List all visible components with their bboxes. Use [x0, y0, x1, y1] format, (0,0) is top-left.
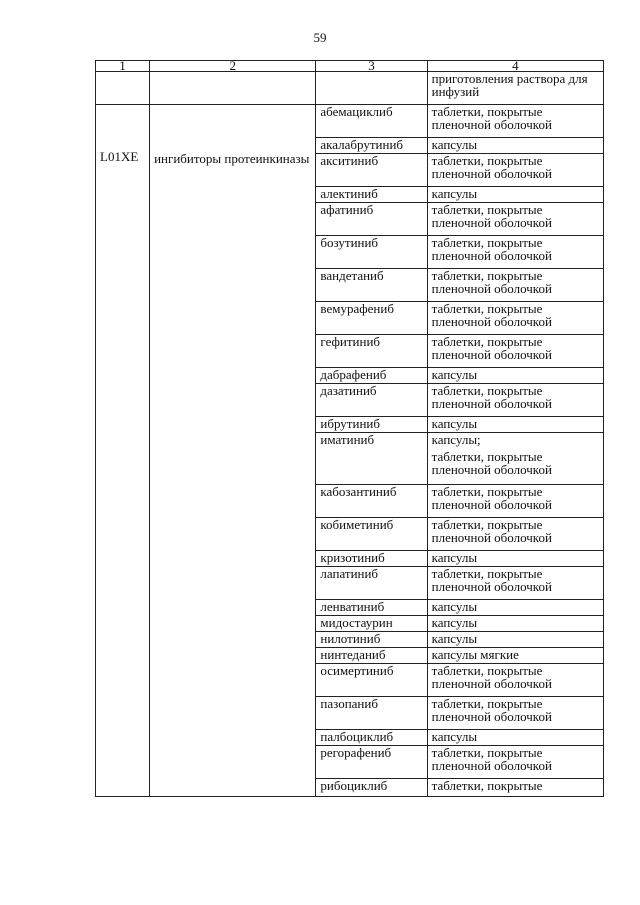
dosage-form: таблетки, покрытые пленочной оболочкой — [431, 268, 552, 296]
dosage-forms — [427, 746, 603, 779]
dosage-forms — [427, 600, 603, 616]
drug-name: дазатиниб — [316, 384, 427, 417]
dosage-form: таблетки, покрытые пленочной оболочкой — [431, 517, 552, 545]
column-number-4: 4 — [427, 61, 603, 72]
atc-code: L01XE — [96, 105, 150, 797]
dosage-form: капсулы — [431, 186, 478, 201]
dosage-forms — [427, 730, 603, 746]
drug-name: нилотиниб — [316, 632, 427, 648]
group-name: ингибиторы протеинкиназы — [150, 105, 316, 797]
dosage-form: таблетки, покрытые — [431, 778, 543, 793]
dosage-form: капсулы — [431, 416, 478, 431]
dosage-form: капсулы — [431, 631, 478, 646]
dosage-forms — [427, 616, 603, 632]
dosage-forms — [427, 697, 603, 730]
drug-name: пазопаниб — [316, 697, 427, 730]
page-number: 59 — [313, 30, 327, 45]
drug-name: вандетаниб — [316, 269, 427, 302]
dosage-form: капсулы — [431, 599, 478, 614]
dosage-forms — [427, 417, 603, 433]
drug-name: ибрутиниб — [316, 417, 427, 433]
drug-name: кризотиниб — [316, 551, 427, 567]
dosage-form: таблетки, покрытые пленочной оболочкой — [431, 745, 552, 773]
dosage-form: таблетки, покрытые пленочной оболочкой — [431, 566, 552, 594]
column-number-1: 1 — [96, 61, 150, 72]
table-row — [96, 105, 604, 138]
dosage-forms — [427, 551, 603, 567]
dosage-form: таблетки, покрытые пленочной оболочкой — [431, 484, 552, 512]
dosage-form: таблетки, покрытые пленочной оболочкой — [431, 202, 552, 230]
dosage-forms — [427, 779, 603, 797]
drug-name: афатиниб — [316, 203, 427, 236]
dosage-forms — [427, 302, 603, 335]
dosage-form: капсулы — [431, 550, 478, 565]
dosage-forms — [427, 368, 603, 384]
drug-name: регорафениб — [316, 746, 427, 779]
drug-name: нинтеданиб — [316, 648, 427, 664]
dosage-form: капсулы мягкие — [431, 647, 519, 662]
dosage-forms — [427, 105, 603, 138]
continuation-form: приготовления раствора для инфузий — [427, 72, 603, 105]
drug-name: акситиниб — [316, 154, 427, 187]
dosage-form: капсулы; — [431, 432, 481, 447]
continuation-row — [96, 72, 604, 105]
drug-name: акалабрутиниб — [316, 138, 427, 154]
dosage-form: таблетки, покрытые пленочной оболочкой — [431, 696, 552, 724]
dosage-forms — [427, 518, 603, 551]
drug-name: вемурафениб — [316, 302, 427, 335]
column-number-row — [96, 61, 604, 72]
dosage-form: капсулы — [431, 137, 478, 152]
column-number-2: 2 — [150, 61, 316, 72]
dosage-forms — [427, 335, 603, 368]
drug-name: бозутиниб — [316, 236, 427, 269]
drug-name: кобиметиниб — [316, 518, 427, 551]
column-number-3: 3 — [316, 61, 427, 72]
dosage-form: таблетки, покрытые пленочной оболочкой — [431, 334, 552, 362]
dosage-form: таблетки, покрытые пленочной оболочкой — [431, 153, 552, 181]
dosage-forms — [427, 269, 603, 302]
dosage-form: капсулы — [431, 367, 478, 382]
drug-name: осимертиниб — [316, 664, 427, 697]
dosage-form: таблетки, покрытые пленочной оболочкой — [431, 383, 552, 411]
dosage-forms — [427, 236, 603, 269]
dosage-forms — [427, 384, 603, 417]
drug-name: кабозантиниб — [316, 485, 427, 518]
dosage-forms — [427, 187, 603, 203]
dosage-forms — [427, 632, 603, 648]
drug-name: гефитиниб — [316, 335, 427, 368]
dosage-forms — [427, 203, 603, 236]
drug-name: мидостаурин — [316, 616, 427, 632]
drug-name: дабрафениб — [316, 368, 427, 384]
dosage-forms — [427, 664, 603, 697]
dosage-forms — [427, 154, 603, 187]
dosage-form: таблетки, покрытые пленочной оболочкой — [431, 663, 552, 691]
drug-name: абемациклиб — [316, 105, 427, 138]
drug-name: рибоциклиб — [316, 779, 427, 797]
drug-name: иматиниб — [316, 433, 427, 485]
dosage-form: таблетки, покрытые пленочной оболочкой — [431, 104, 552, 132]
dosage-forms — [427, 433, 603, 485]
dosage-forms — [427, 648, 603, 664]
dosage-form: таблетки, покрытые пленочной оболочкой — [431, 449, 552, 477]
drug-name: ленватиниб — [316, 600, 427, 616]
dosage-form: таблетки, покрытые пленочной оболочкой — [431, 301, 552, 329]
drug-name: палбоциклиб — [316, 730, 427, 746]
dosage-form: капсулы — [431, 615, 478, 630]
dosage-forms — [427, 567, 603, 600]
dosage-forms — [427, 485, 603, 518]
dosage-forms — [427, 138, 603, 154]
dosage-form: капсулы — [431, 729, 478, 744]
drug-name: алектиниб — [316, 187, 427, 203]
dosage-form: таблетки, покрытые пленочной оболочкой — [431, 235, 552, 263]
drug-table — [95, 60, 604, 797]
drug-name: лапатиниб — [316, 567, 427, 600]
